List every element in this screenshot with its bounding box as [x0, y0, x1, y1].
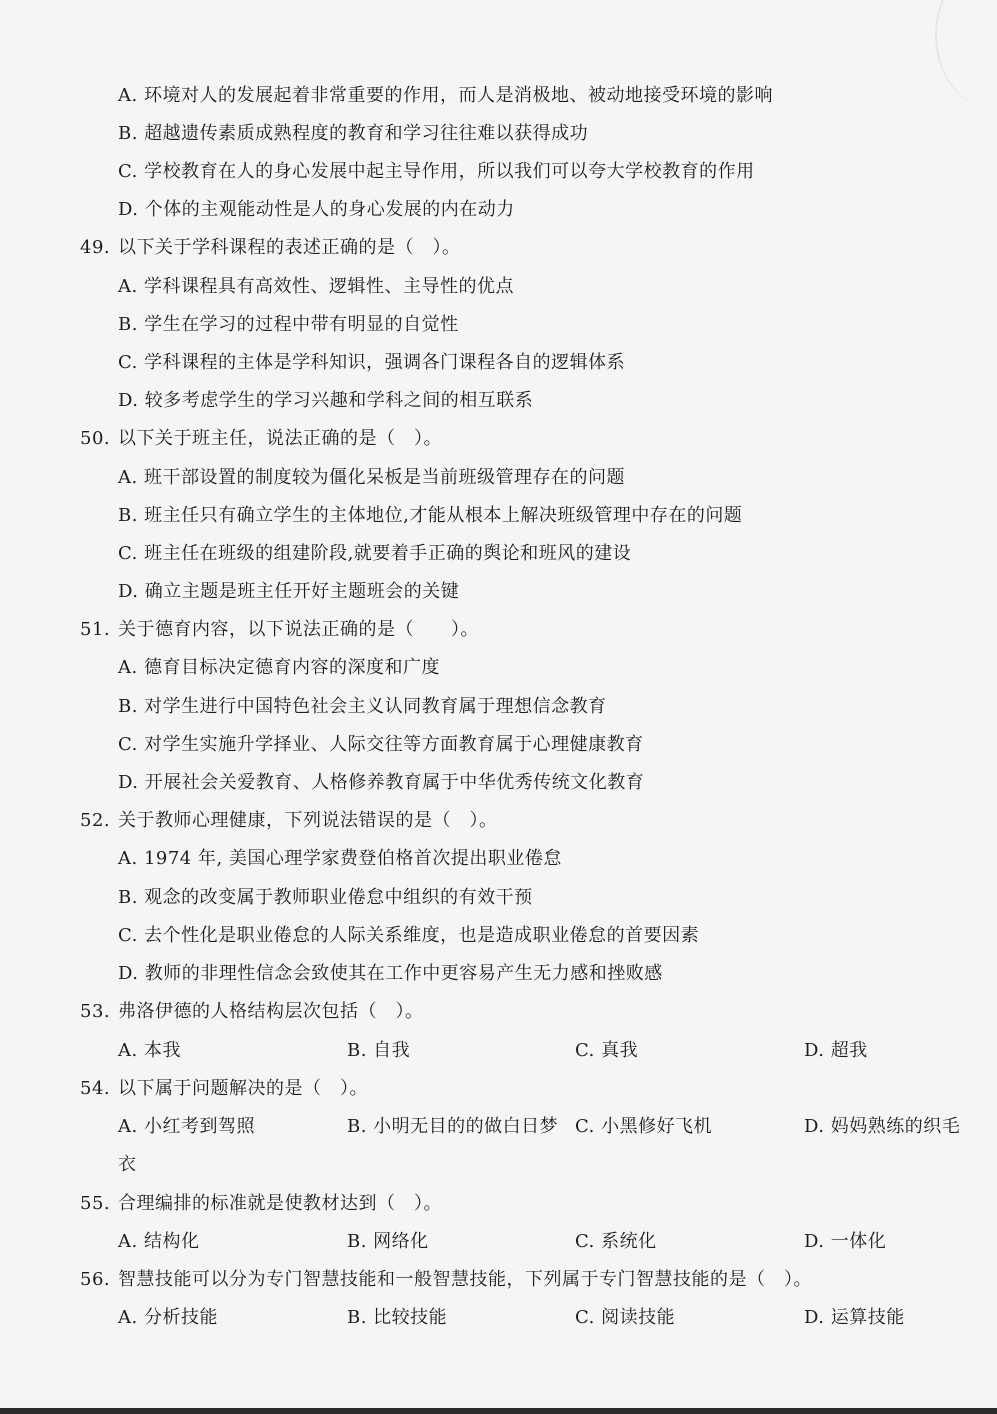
- option-c: C. 去个性化是职业倦怠的人际关系维度，也是造成职业倦怠的首要因素: [118, 925, 700, 946]
- question-text: 以下关于学科课程的表述正确的是（ ）。: [118, 237, 461, 258]
- option-b: B. 网络化: [347, 1231, 429, 1252]
- question-text: 关于德育内容，以下说法正确的是（ ）。: [118, 619, 479, 640]
- option-a: A. 学科课程具有高效性、逻辑性、主导性的优点: [118, 276, 514, 297]
- option-a: A. 结构化: [118, 1231, 200, 1252]
- option-b: B. 小明无目的的做白日梦: [347, 1116, 559, 1137]
- option-d: D. 超我: [804, 1040, 868, 1061]
- question-text: 以下关于班主任，说法正确的是（ ）。: [118, 428, 442, 449]
- option-b: B. 比较技能: [347, 1307, 448, 1328]
- prev-option-b: B. 超越遗传素质成熟程度的教育和学习往往难以获得成功: [118, 123, 589, 144]
- question-number: 55.: [80, 1193, 111, 1214]
- question-text: 弗洛伊德的人格结构层次包括（ ）。: [118, 1001, 424, 1022]
- option-d-continuation: 衣: [118, 1154, 137, 1175]
- option-d: D. 运算技能: [804, 1307, 905, 1328]
- option-a: A. 本我: [118, 1040, 181, 1061]
- option-d: D. 妈妈熟练的织毛: [804, 1116, 961, 1137]
- page-corner-curl: [935, 0, 997, 110]
- option-b: B. 学生在学习的过程中带有明显的自觉性: [118, 314, 459, 335]
- option-a: A. 班干部设置的制度较为僵化呆板是当前班级管理存在的问题: [118, 467, 625, 488]
- question-number: 49.: [80, 237, 111, 258]
- question-text: 关于教师心理健康，下列说法错误的是（ ）。: [118, 810, 498, 831]
- option-b: B. 自我: [347, 1040, 411, 1061]
- option-c: C. 学科课程的主体是学科知识，强调各门课程各自的逻辑体系: [118, 352, 626, 373]
- option-d: D. 确立主题是班主任开好主题班会的关键: [118, 581, 460, 602]
- option-d: D. 较多考虑学生的学习兴趣和学科之间的相互联系: [118, 390, 534, 411]
- prev-option-c: C. 学校教育在人的身心发展中起主导作用，所以我们可以夸大学校教育的作用: [118, 161, 755, 182]
- question-text: 以下属于问题解决的是（ ）。: [118, 1078, 368, 1099]
- question-number: 50.: [80, 428, 111, 449]
- prev-option-a: A. 环境对人的发展起着非常重要的作用，而人是消极地、被动地接受环境的影响: [118, 85, 773, 106]
- option-a: A. 分析技能: [118, 1307, 218, 1328]
- option-a: A. 1974 年, 美国心理学家费登伯格首次提出职业倦怠: [118, 848, 562, 869]
- prev-option-d: D. 个体的主观能动性是人的身心发展的内在动力: [118, 199, 515, 220]
- question-text: 智慧技能可以分为专门智慧技能和一般智慧技能，下列属于专门智慧技能的是（ ）。: [118, 1269, 812, 1290]
- option-c: C. 小黑修好飞机: [575, 1116, 713, 1137]
- option-d: D. 开展社会关爱教育、人格修养教育属于中华优秀传统文化教育: [118, 772, 645, 793]
- question-text: 合理编排的标准就是使教材达到（ ）。: [118, 1193, 442, 1214]
- option-c: C. 阅读技能: [575, 1307, 676, 1328]
- option-b: B. 对学生进行中国特色社会主义认同教育属于理想信念教育: [118, 696, 607, 717]
- option-d: D. 一体化: [804, 1231, 887, 1252]
- page-bottom-shadow: [0, 1408, 997, 1414]
- option-b: B. 观念的改变属于教师职业倦怠中组织的有效干预: [118, 887, 533, 908]
- option-b: B. 班主任只有确立学生的主体地位,才能从根本上解决班级管理中存在的问题: [118, 505, 743, 526]
- question-number: 56.: [80, 1269, 111, 1290]
- question-number: 53.: [80, 1001, 111, 1022]
- question-number: 52.: [80, 810, 111, 831]
- option-a: A. 小红考到驾照: [118, 1116, 255, 1137]
- option-d: D. 教师的非理性信念会致使其在工作中更容易产生无力感和挫败感: [118, 963, 663, 984]
- option-c: C. 系统化: [575, 1231, 657, 1252]
- option-c: C. 真我: [575, 1040, 639, 1061]
- option-a: A. 德育目标决定德育内容的深度和广度: [118, 657, 440, 678]
- question-number: 54.: [80, 1078, 111, 1099]
- option-c: C. 班主任在班级的组建阶段,就要着手正确的舆论和班风的建设: [118, 543, 632, 564]
- question-number: 51.: [80, 619, 111, 640]
- option-c: C. 对学生实施升学择业、人际交往等方面教育属于心理健康教育: [118, 734, 644, 755]
